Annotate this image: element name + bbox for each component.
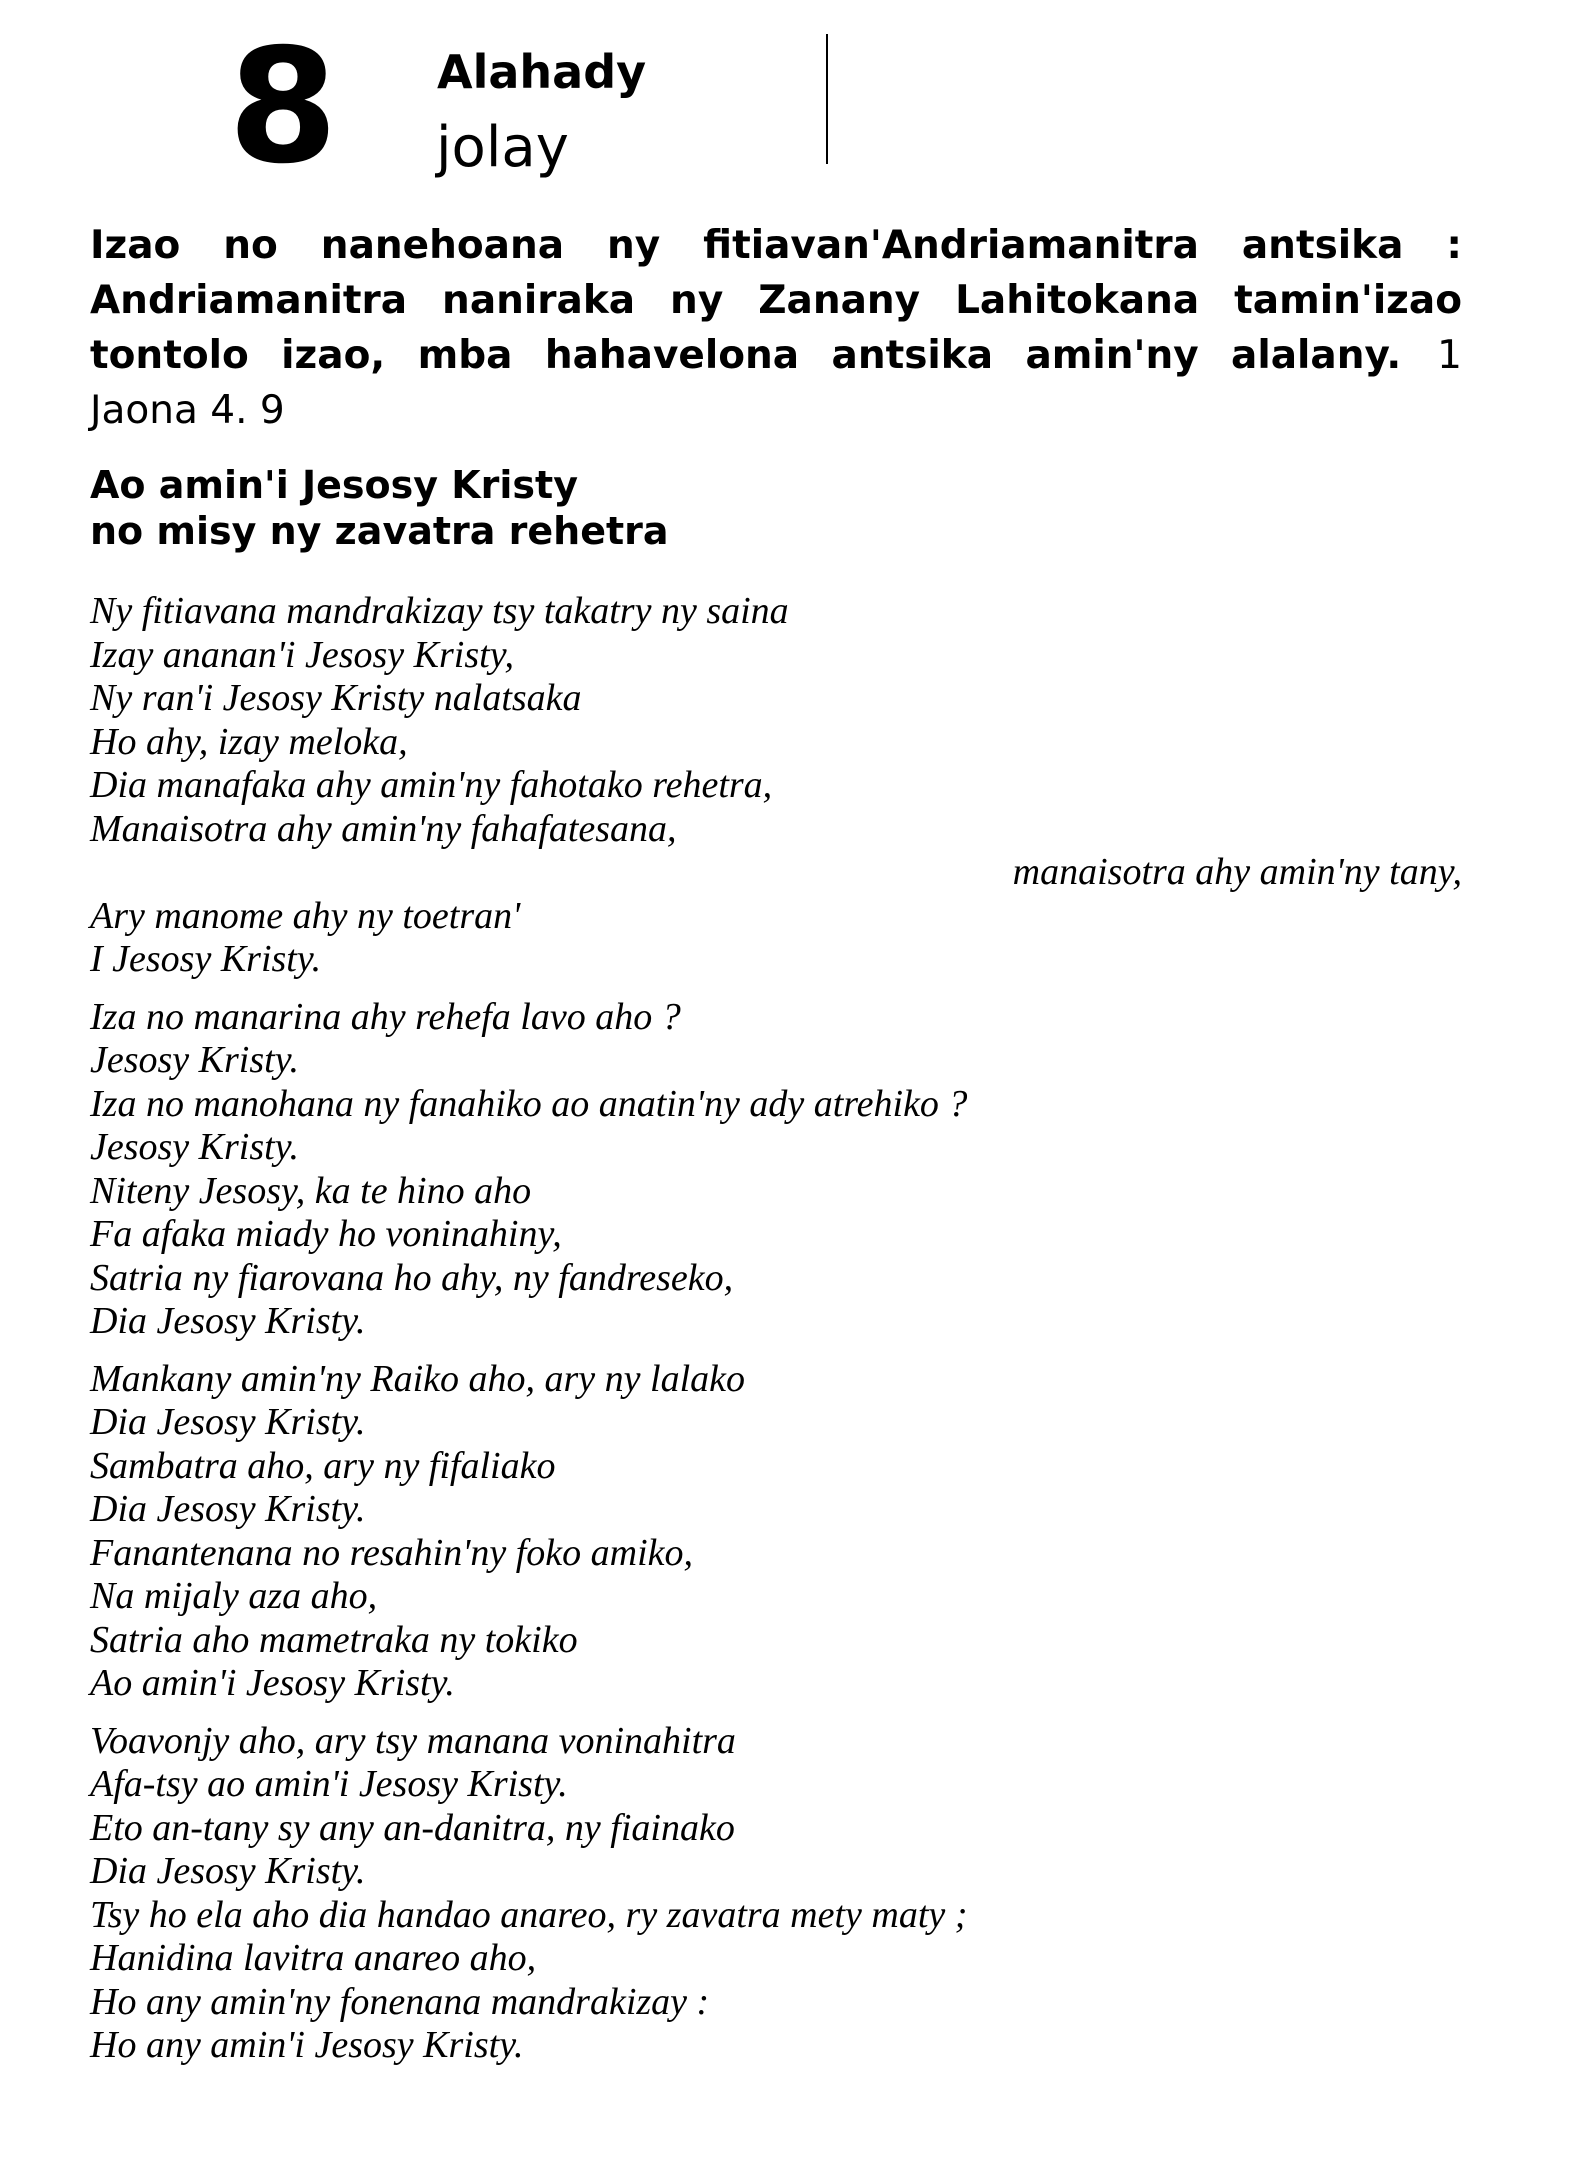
stanza (90, 1358, 1462, 1706)
poem-line: Sambatra aho, ary ny fifaliako (90, 1444, 556, 1487)
poem-line: I Jesosy Kristy. (90, 938, 322, 980)
poem (90, 590, 1462, 2082)
poem-line: Ho any amin'i Jesosy Kristy. (90, 2024, 524, 2066)
poem-line: Voavonjy aho, ary tsy manana voninahitra (90, 1719, 736, 1762)
poem-line: Ny fitiavana mandrakizay tsy takatry ny saina (90, 590, 789, 632)
poem-line: Fa afaka miady ho voninahiny, (90, 1213, 562, 1255)
poem-line-indented: manaisotra ahy amin'ny tany, (1012, 851, 1462, 893)
poem-line: Ary manome ahy ny toetran' (90, 894, 521, 937)
poem-line: Jesosy Kristy. (90, 1039, 299, 1081)
month-name: jolay (436, 115, 569, 180)
poem-line: Satria ny fiarovana ho ahy, ny fandreseko, (90, 1256, 734, 1299)
poem-line: Mankany amin'ny Raiko aho, ary ny lalako (90, 1357, 746, 1400)
poem-line: Afa-tsy ao amin'i Jesosy Kristy. (90, 1763, 568, 1805)
poem-line: Satria aho mametraka ny tokiko (90, 1618, 578, 1661)
poem-line: Ho ahy, izay meloka, (90, 720, 408, 763)
poem-line: Tsy ho ela aho dia handao anareo, ry zavatra mety maty ; (90, 1893, 968, 1936)
day-name: Alahady (437, 45, 647, 99)
poem-line: Izay ananan'i Jesosy Kristy, (90, 633, 514, 676)
poem-line: Jesosy Kristy. (90, 1126, 299, 1168)
poem-line: Dia Jesosy Kristy. (90, 1850, 366, 1892)
poem-line: Dia Jesosy Kristy. (90, 1401, 366, 1443)
poem-line: Ao amin'i Jesosy Kristy. (90, 1662, 455, 1704)
stanza (90, 1720, 1462, 2068)
stanza (90, 996, 1462, 1344)
poem-line: Fanantenana no resahin'ny foko amiko, (90, 1531, 694, 1574)
poem-title (90, 462, 1390, 554)
poem-line: Hanidina lavitra anareo aho, (90, 1937, 537, 1979)
poem-title-line: Ao amin'i Jesosy Kristy (90, 463, 578, 507)
verse-reference: 1 Jaona 4. 9 (90, 333, 1462, 433)
poem-title-line: no misy ny zavatra rehetra (90, 509, 669, 553)
poem-line: Eto an-tany sy any an-danitra, ny fiainako (90, 1806, 735, 1849)
verse-text: Izao no nanehoana ny fitiavan'Andriamanitra antsika : Andriamanitra naniraka ny Zanany Lahitokana tamin'izao tontolo izao, mba hahavelona antsika amin'ny alalany. (90, 223, 1462, 378)
poem-line: Manaisotra ahy amin'ny fahafatesana, (90, 807, 677, 850)
poem-line: Iza no manohana ny fanahiko ao anatin'ny ady atrehiko ? (90, 1082, 968, 1125)
poem-line: Iza no manarina ahy rehefa lavo aho ? (90, 995, 681, 1038)
day-number: 8 (228, 15, 334, 199)
poem-line: Dia Jesosy Kristy. (90, 1300, 366, 1342)
verse-of-the-day (90, 218, 1462, 438)
poem-line: Niteny Jesosy, ka te hino aho (90, 1169, 532, 1212)
header-divider (826, 34, 828, 164)
poem-line: Ny ran'i Jesosy Kristy nalatsaka (90, 677, 582, 719)
poem-line: Dia Jesosy Kristy. (90, 1488, 366, 1530)
stanza (90, 590, 1462, 982)
poem-line: Ho any amin'ny fonenana mandrakizay : (90, 1980, 710, 2023)
poem-line: Dia manafaka ahy amin'ny fahotako rehetra, (90, 764, 773, 806)
poem-line: Na mijaly aza aho, (90, 1575, 378, 1617)
